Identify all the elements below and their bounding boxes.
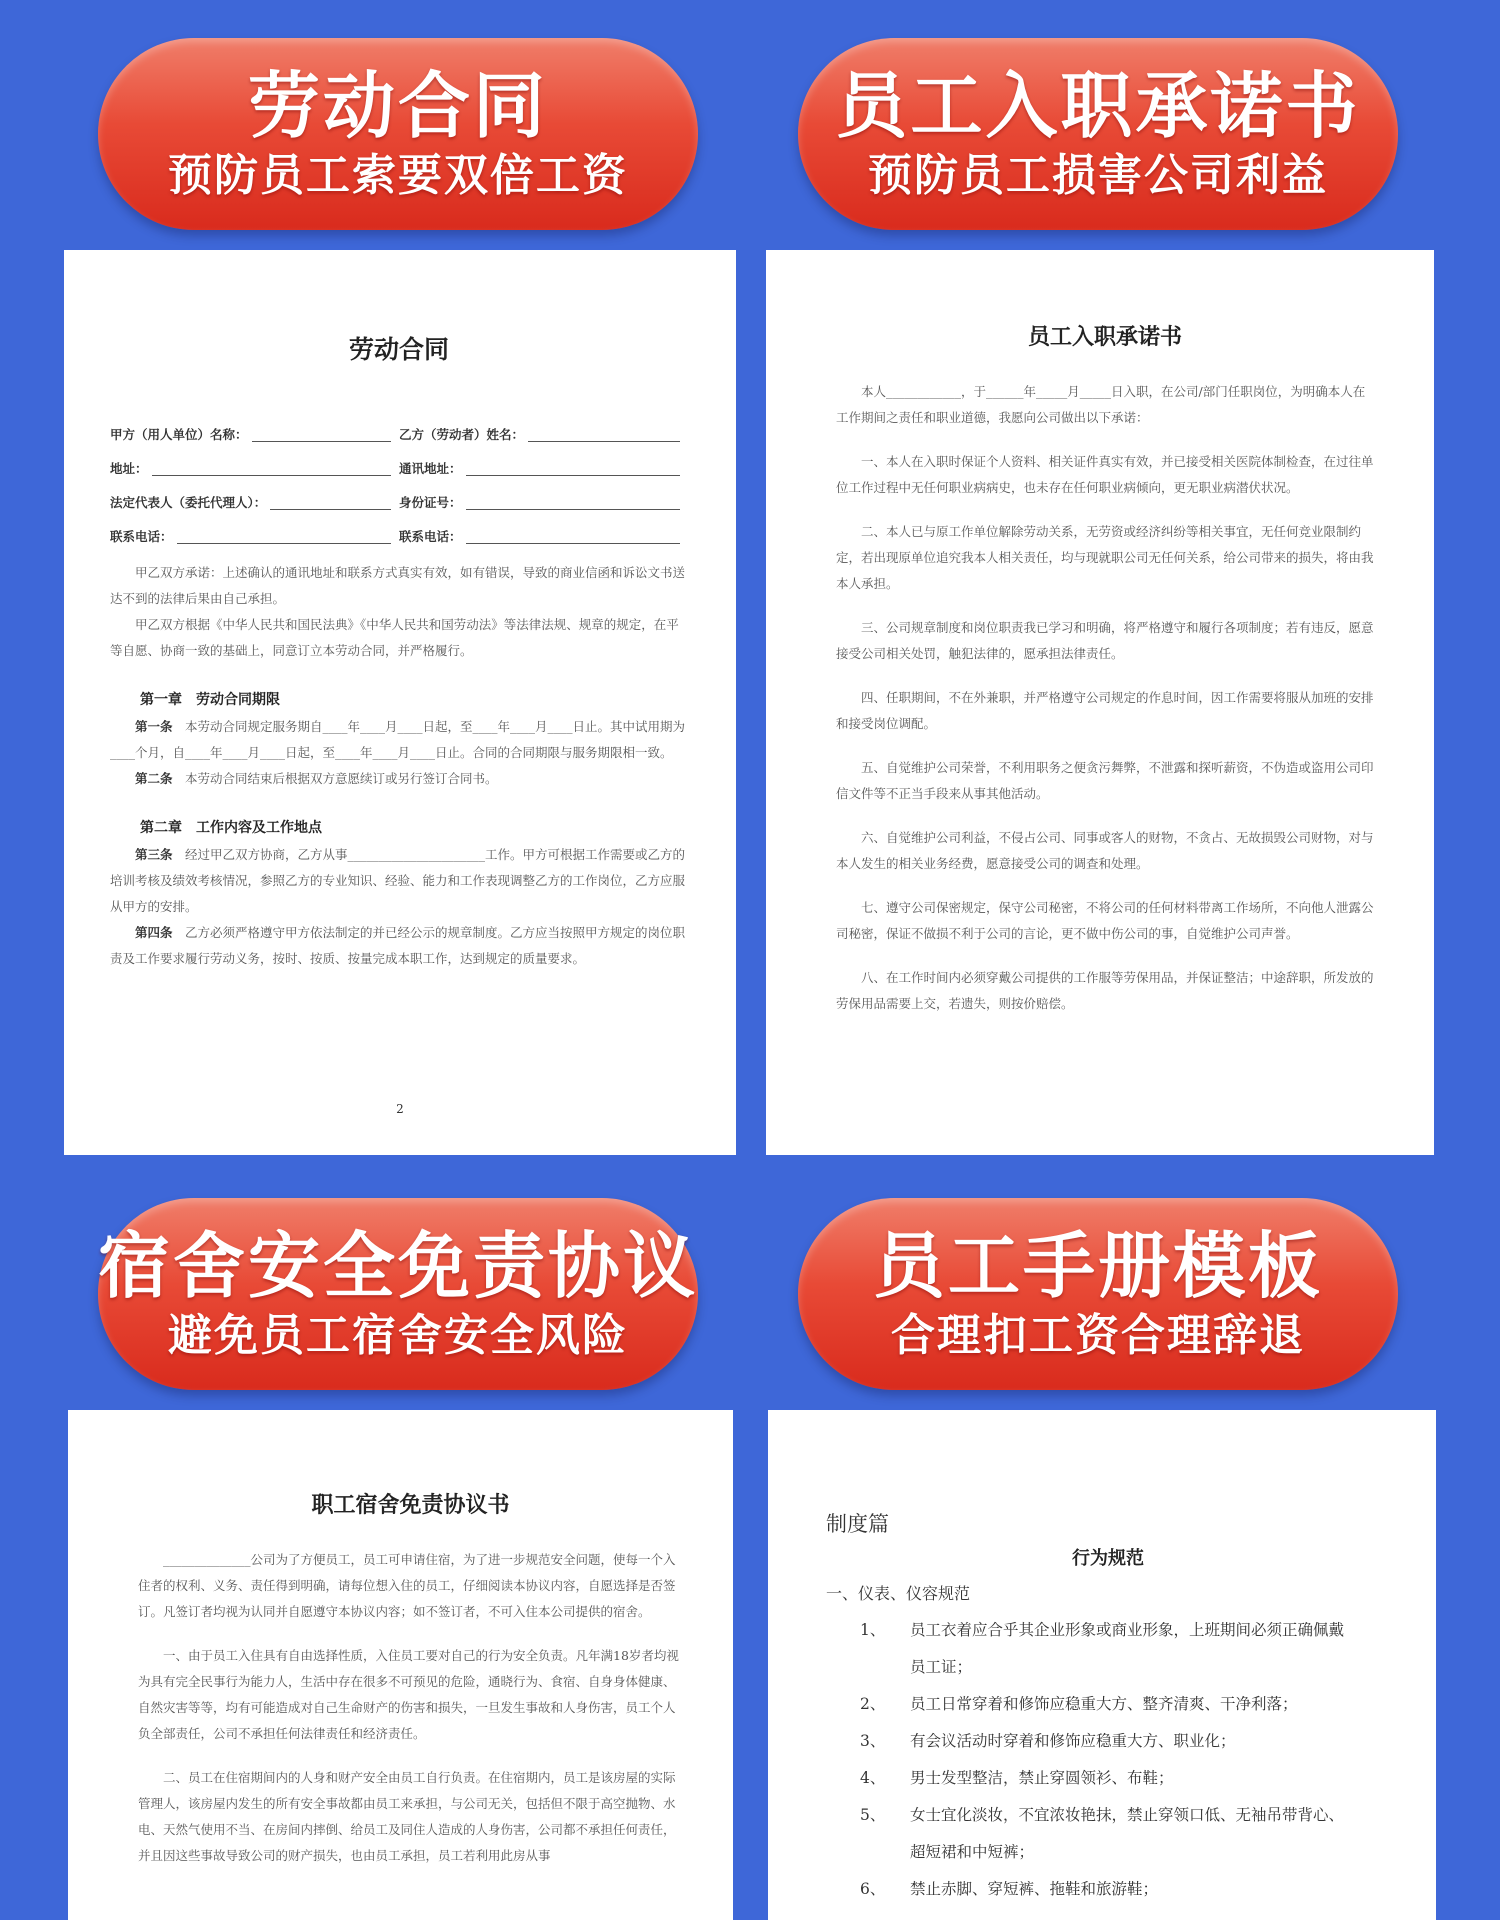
- badge-dorm-agreement: [98, 1198, 698, 1390]
- dorm-paragraph: ______________公司为了方便员工，员工可申请住宿，为了进一步规范安全问题，使每一个入住者的权利、义务、责任得到明确，请每位想入住的员工，仔细阅读本协议内容，自愿选择是否签订。凡签订者均视为认同并自愿遵守本协议内容；如不签订者，不可入住本公司提供的宿舍。: [138, 1552, 676, 1619]
- field-label: 甲方（用人单位）名称：: [110, 427, 248, 442]
- dorm-agreement-page: [68, 1410, 733, 1920]
- article-text: 经过甲乙双方协商，乙方从事______________________工作。甲方可根据工作需要或乙方的培训考核及绩效考核情况，参照乙方的专业知识、经验、能力和工作表现调整乙方的工作岗位，乙方应服从甲方的安排。: [110, 847, 686, 914]
- item-text: 男士发型整洁，禁止穿圆领衫、布鞋；: [910, 1769, 1174, 1787]
- list-item: [860, 1612, 1356, 1686]
- chapter-heading: 第一章 劳动合同期限: [140, 692, 280, 708]
- contract-fields: [110, 418, 688, 554]
- field-row: [110, 452, 688, 486]
- page-title: 员工入职承诺书: [1027, 324, 1182, 350]
- pledge-item: 一、本人在入职时保证个人资料、相关证件真实有效，并已接受相关医院体制检查，在过往单位工作过程中无任何职业病病史，也未存在任何职业病倾向，更无职业病潜伏状况。: [836, 454, 1374, 495]
- article: [110, 766, 688, 792]
- item-number: 4、: [860, 1769, 886, 1787]
- item-number: 3、: [860, 1732, 886, 1750]
- field-label: 身份证号：: [399, 495, 462, 510]
- badge-subtitle: 合理扣工资合理辞退: [891, 1310, 1305, 1361]
- badge-title: 劳动合同: [247, 64, 548, 148]
- article-text: 本劳动合同结束后根据双方意愿续订或另行签订合同书。: [185, 771, 498, 786]
- article-label: 第二条: [135, 771, 173, 786]
- pledge-item: 八、在工作时间内必须穿戴公司提供的工作服等劳保用品，并保证整洁；中途辞职，所发放的劳保用品需要上交，若遗失，则按价赔偿。: [836, 970, 1374, 1011]
- pledge-item: 二、本人已与原工作单位解除劳动关系，无劳资或经济纠纷等相关事宜，无任何竞业限制约定，若出现原单位追究我本人相关责任，均与现就职公司无任何关系，给公司带来的损失，将由我本人承担。: [836, 524, 1374, 591]
- pledge-item: 三、公司规章制度和岗位职责我已学习和明确，将严格遵守和履行各项制度；若有违反，愿意接受公司相关处罚，触犯法律的，愿承担法律责任。: [836, 620, 1374, 661]
- page-number: 2: [396, 1102, 404, 1116]
- article-label: 第四条: [135, 925, 173, 940]
- item-text: 禁止赤脚、穿短裤、拖鞋和旅游鞋；: [910, 1880, 1159, 1898]
- subsection-title: 行为规范: [1072, 1548, 1144, 1569]
- item-number: 1、: [860, 1621, 886, 1639]
- chapter-heading: 第二章 工作内容及工作地点: [140, 820, 322, 836]
- contract-intro-2: 甲乙双方根据《中华人民共和国民法典》《中华人民共和国劳动法》等法律法规、规章的规定，在平等自愿、协商一致的基础上，同意订立本劳动合同，并严格履行。: [110, 617, 679, 658]
- pledge-item: 四、任职期间，不在外兼职，并严格遵守公司规定的作息时间，因工作需要将服从加班的安排和接受岗位调配。: [836, 690, 1374, 731]
- item-number: 5、: [860, 1806, 886, 1824]
- item-number: 2、: [860, 1695, 886, 1713]
- item-text: 员工日常穿着和修饰应稳重大方、整齐清爽、干净利落；: [910, 1695, 1298, 1713]
- pledge-item: 六、自觉维护公司利益，不侵占公司、同事或客人的财物，不贪占、无故损毁公司财物，对与本人发生的相关业务经费，愿意接受公司的调查和处理。: [836, 830, 1374, 871]
- badge-subtitle: 预防员工损害公司利益: [868, 150, 1328, 201]
- entry-pledge-page: [766, 250, 1434, 1155]
- article: [110, 920, 688, 972]
- article: [110, 842, 688, 920]
- field-row: [110, 486, 688, 520]
- list-item: [860, 1686, 1356, 1723]
- field-label: 通讯地址：: [399, 461, 462, 476]
- dorm-paragraph: 一、由于员工入住具有自由选择性质，入住员工要对自己的行为安全负责。凡年满18岁者均视为具有完全民事行为能力人，生活中存在很多不可预见的危险，通晓行为、食宿、自身身体健康、自然灾害等等，均有可能造成对自己生命财产的伤害和损失，一旦发生事故和人身伤害，员工个人负全部责任，公司不承担任何法律责任和经济责任。: [138, 1648, 679, 1741]
- page-title: 劳动合同: [348, 335, 449, 364]
- field-label: 联系电话：: [110, 529, 173, 544]
- badge-entry-pledge: [798, 38, 1398, 230]
- field-row: [110, 520, 688, 554]
- badge-subtitle: 预防员工索要双倍工资: [168, 150, 628, 201]
- list-item: [860, 1871, 1356, 1908]
- badge-title: 员工手册模板: [872, 1224, 1323, 1308]
- list-item: [860, 1760, 1356, 1797]
- article-text: 乙方必须严格遵守甲方依法制定的并已经公示的规章制度。乙方应当按照甲方规定的岗位职责及工作要求履行劳动义务，按时、按质、按量完成本职工作，达到规定的质量要求。: [110, 925, 686, 966]
- section-title: 制度篇: [826, 1512, 889, 1536]
- article-label: 第一条: [135, 719, 173, 734]
- badge-labor-contract: [98, 38, 698, 230]
- pledge-item: 五、自觉维护公司荣誉，不利用职务之便贪污舞弊，不泄露和探听薪资，不伪造或盗用公司印信文件等不正当手段来从事其他活动。: [836, 760, 1374, 801]
- field-label: 联系电话：: [399, 529, 462, 544]
- contract-intro-1: 甲乙双方承诺：上述确认的通讯地址和联系方式真实有效，如有错误，导致的商业信函和诉讼文书送达不到的法律后果由自己承担。: [110, 565, 686, 606]
- field-row: [110, 418, 688, 452]
- article: [110, 714, 688, 766]
- item-text: 员工衣着应合乎其企业形象或商业形象，上班期间必须正确佩戴员工证；: [910, 1621, 1345, 1676]
- page-title: 职工宿舍免责协议书: [311, 1492, 510, 1518]
- item-text: 女士宜化淡妆，不宜浓妆艳抹，禁止穿领口低、无袖吊带背心、超短裙和中短裤；: [910, 1806, 1345, 1861]
- badge-title: 宿舍安全免责协议: [98, 1224, 699, 1308]
- field-label: 地址：: [110, 461, 148, 476]
- rule-heading: 一、仪表、仪容规范: [826, 1584, 971, 1603]
- dorm-paragraph: 二、员工在住宿期间内的人身和财产安全由员工自行负责。在住宿期内，员工是该房屋的实际管理人，该房屋内发生的所有安全事故都由员工来承担，与公司无关，包括但不限于高空抛物、水电、天然气使用不当、在房间内摔倒、给员工及同住人造成的人身伤害，公司都不承担任何责任，并且因这些事故导致公司的财产损失，也由员工承担，员工若利用此房从事: [138, 1770, 676, 1863]
- item-number: 6、: [860, 1880, 886, 1898]
- field-label: 乙方（劳动者）姓名：: [399, 427, 525, 442]
- article-label: 第三条: [135, 847, 173, 862]
- pledge-item: 七、遵守公司保密规定，保守公司秘密，不将公司的任何材料带离工作场所，不向他人泄露公司秘密，保证不做损不利于公司的言论，更不做中伤公司的事，自觉维护公司声誉。: [836, 900, 1374, 941]
- badge-title: 员工入职承诺书: [835, 64, 1361, 148]
- list-item: [860, 1797, 1356, 1871]
- list-item: [860, 1723, 1356, 1760]
- badge-subtitle: 避免员工宿舍安全风险: [168, 1310, 628, 1361]
- field-label: 法定代表人（委托代理人）：: [110, 495, 267, 510]
- labor-contract-page: [64, 250, 736, 1155]
- badge-employee-handbook: [798, 1198, 1398, 1390]
- employee-handbook-page: [768, 1410, 1436, 1920]
- pledge-intro: 本人____________，于______年_____月_____日入职，在公司/部门任职岗位，为明确本人在工作期间之责任和职业道德，我愿向公司做出以下承诺：: [836, 384, 1366, 425]
- item-text: 有会议活动时穿着和修饰应稳重大方、职业化；: [910, 1732, 1236, 1750]
- article-text: 本劳动合同规定服务期自____年____月____日起，至____年____月____日止。其中试用期为____个月，自____年____月____日起，至____年____月____日止。合同的合同期限与服务期限相一致。: [110, 719, 686, 760]
